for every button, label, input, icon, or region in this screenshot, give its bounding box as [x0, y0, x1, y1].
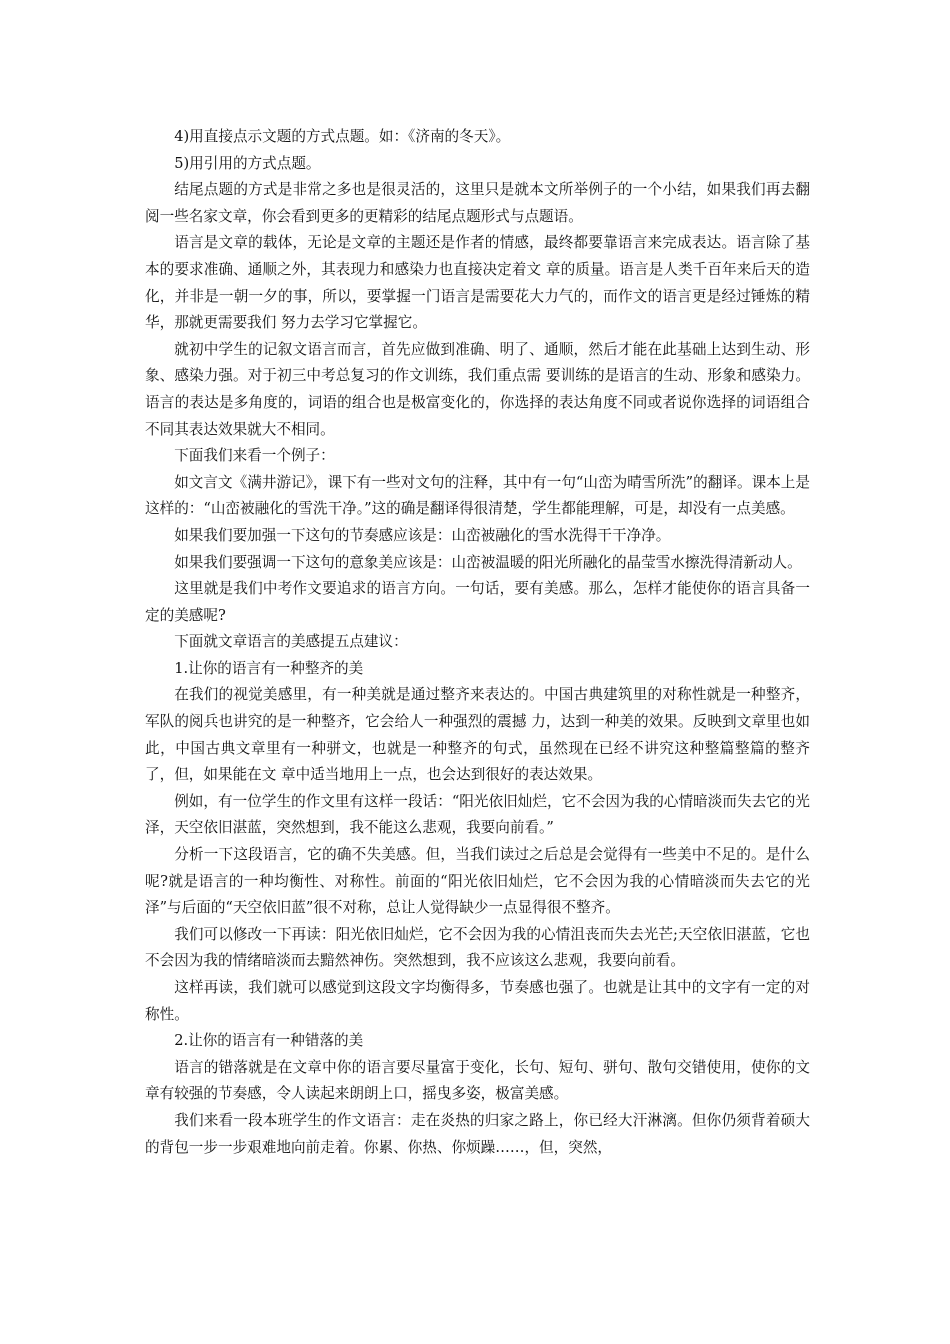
paragraph: 这样再读，我们就可以感觉到这段文字均衡得多，节奏感也强了。也就是让其中的文字有一定的对称性。 — [145, 979, 810, 1023]
document-page — [145, 124, 810, 1161]
paragraph: 结尾点题的方式是非常之多也是很灵活的，这里只是就本文所举例子的一个小结，如果我们再去翻阅一些名家文章，你会看到更多的更精彩的结尾点题形式与点题语。 — [145, 181, 810, 225]
section-heading: 2.让你的语言有一种错落的美 — [174, 1032, 364, 1050]
paragraph: 如果我们要强调一下这句的意象美应该是：山峦被温暖的阳光所融化的晶莹雪水擦洗得清新动人。 — [174, 553, 802, 571]
paragraph: 下面就文章语言的美感提五点建议： — [174, 633, 408, 651]
paragraph: 4)用直接点示文题的方式点题。如：《济南的冬天》。 — [174, 128, 511, 145]
paragraph: 我们可以修改一下再读：阳光依旧灿烂，它不会因为我的心情沮丧而失去光芒;天空依旧湛蓝，它也不会因为我的情绪暗淡而去黯然神伤。突然想到，我不应该这么悲观，我要向前看。 — [145, 925, 810, 970]
paragraph: 下面我们来看一个例子： — [174, 447, 335, 465]
paragraph: 在我们的视觉美感里，有一种美就是通过整齐来表达的。中国古典建筑里的对称性就是一种整齐，军队的阅兵也讲究的是一种整齐，它会给人一种强烈的震撼 力，达到一种美的效果。反映到文章里也如此，中国古典文章里有一种骈文，也就是一种整齐的句式，虽然现在已经不讲究这种整篇整篇的整齐了，但，如果能在文 章中适当地用上一点，也会达到很好的表达效果。 — [145, 686, 810, 784]
paragraph: 语言是文章的载体，无论是文章的主题还是作者的情感，最终都要靠语言来完成表达。语言除了基本的要求准确、通顺之外，其表现力和感染力也直接决定着文 章的质量。语言是人类千百年来后天的造化，并非是一朝一夕的事，所以，要掌握一门语言是需要花大力气的，而作文的语言更是经过锤炼的精华，那就更需要我们 努力去学习它掌握它。 — [145, 234, 810, 332]
paragraph: 就初中学生的记叙文语言而言，首先应做到准确、明了、通顺，然后才能在此基础上达到生动、形象、感染力强。对于初三中考总复习的作文训练，我们重点需 要训练的是语言的生动、形象和感染力。语言的表达是多角度的，词语的组合也是极富变化的，你选择的表达角度不同或者说你选择的词语组合不同其表达效果就大不相同。 — [145, 340, 810, 438]
paragraph: 分析一下这段语言，它的确不失美感。但，当我们读过之后总是会觉得有一些美中不足的。是什么呢?就是语言的一种均衡性、对称性。前面的“阳光依旧灿烂，它不会因为我的心情暗淡而失去它的光泽”与后面的“天空依旧蓝”很不对称，总让人觉得缺少一点显得很不整齐。 — [145, 846, 810, 917]
paragraph: 如果我们要加强一下这句的节奏感应该是：山峦被融化的雪水洗得干干净净。 — [174, 526, 671, 544]
paragraph: 例如，有一位学生的作文里有这样一段话：“阳光依旧灿烂，它不会因为我的心情暗淡而失去它的光泽，天空依旧湛蓝，突然想到，我不能这么悲观，我要向前看。” — [145, 792, 810, 837]
section-heading: 1.让你的语言有一种整齐的美 — [174, 659, 364, 677]
paragraph: 如文言文《满井游记》，课下有一些对文句的注释，其中有一句“山峦为晴雪所洗”的翻译。课本上是这样的：“山峦被融化的雪洗干净。”这的确是翻译得很清楚，学生都能理解，可是，却没有一点美感。 — [145, 473, 810, 518]
paragraph: 我们来看一段本班学生的作文语言：走在炎热的归家之路上，你已经大汗淋漓。但你仍须背着硕大的背包一步一步艰难地向前走着。你累、你热、你烦躁……，但，突然， — [145, 1111, 810, 1156]
paragraph: 这里就是我们中考作文要追求的语言方向。一句话，要有美感。那么，怎样才能使你的语言具备一定的美感呢? — [145, 580, 810, 624]
paragraph: 5)用引用的方式点题。 — [174, 154, 321, 172]
paragraph: 语言的错落就是在文章中你的语言要尽量富于变化，长句、短句、骈句、散句交错使用，使你的文章有较强的节奏感，令人读起来朗朗上口，摇曳多姿，极富美感。 — [145, 1058, 810, 1103]
